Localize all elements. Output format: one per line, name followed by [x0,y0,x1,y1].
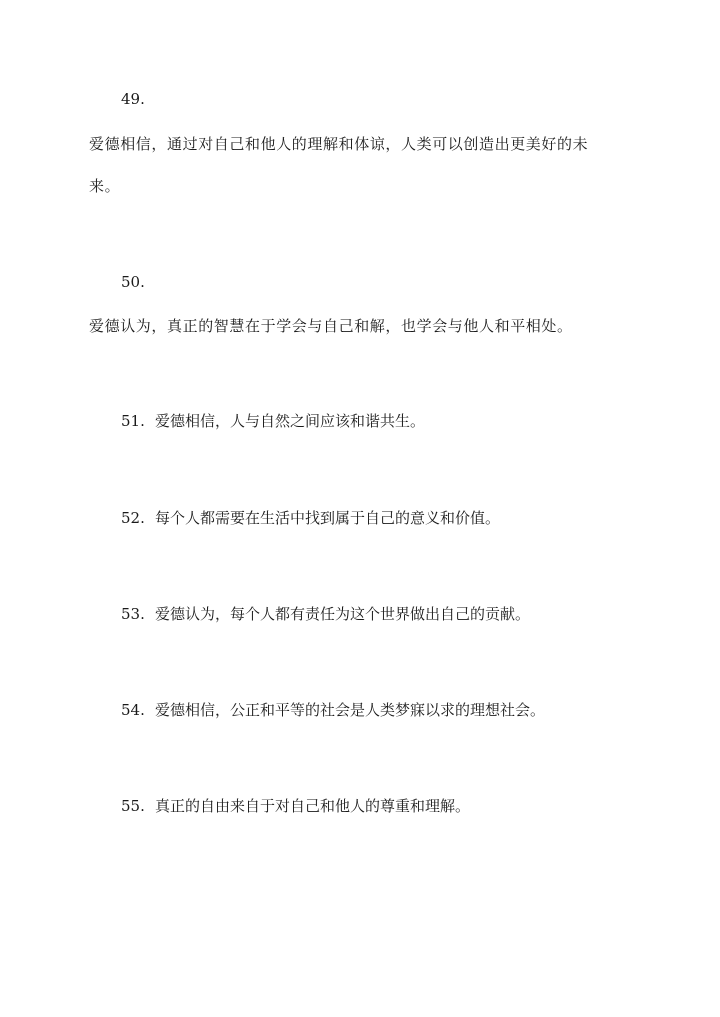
item-53-text: 爱德认为，每个人都有责任为这个世界做出自己的贡献。 [155,605,531,623]
item-55 [121,797,470,815]
item-54 [121,701,545,719]
item-52 [121,509,500,527]
item-number-55: 55. [121,797,145,815]
item-number-53: 53. [121,605,145,623]
item-55-text: 真正的自由来自于对自己和他人的尊重和理解。 [155,797,471,815]
item-53 [121,605,530,623]
item-49-line-2: 来。 [89,177,121,195]
item-51 [121,412,425,430]
item-54-text: 爱德相信，公正和平等的社会是人类梦寐以求的理想社会。 [155,701,546,719]
item-number-50: 50. [121,273,145,291]
item-49-line-1: 爱德相信，通过对自己和他人的理解和体谅，人类可以创造出更美好的未 [89,135,589,153]
item-52-text: 每个人都需要在生活中找到属于自己的意义和价值。 [155,509,501,527]
item-number-52: 52. [121,509,145,527]
item-50-line-1: 爱德认为，真正的智慧在于学会与自己和解，也学会与他人和平相处。 [89,317,573,335]
item-number-49: 49. [121,90,145,108]
item-number-51: 51. [121,412,145,430]
item-number-54: 54. [121,701,145,719]
item-51-text: 爱德相信，人与自然之间应该和谐共生。 [155,412,426,430]
